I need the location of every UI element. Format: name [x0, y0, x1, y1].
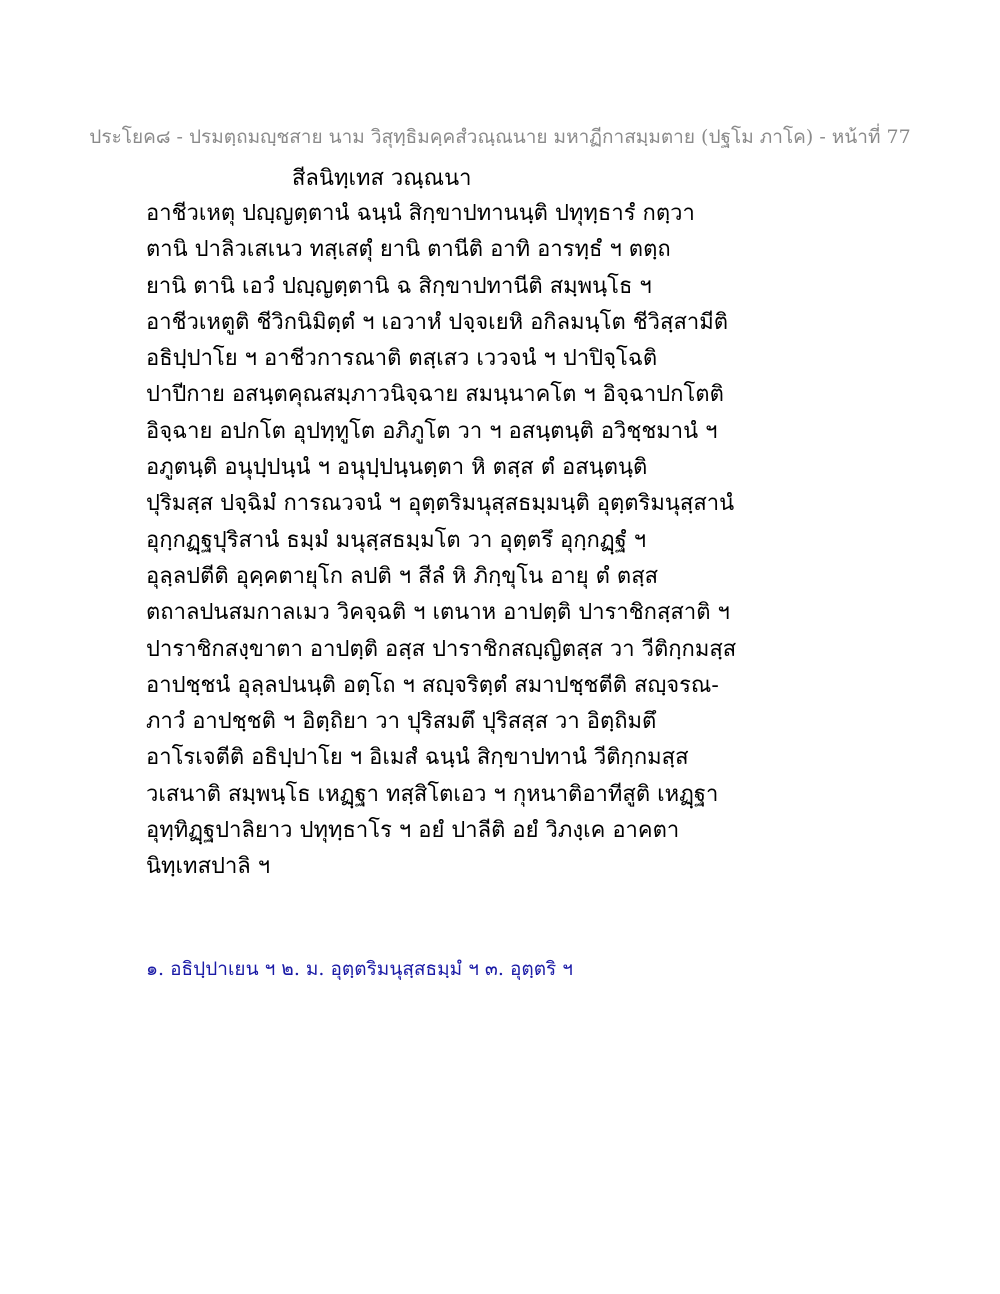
body-text [146, 196, 737, 886]
text-line: ตถาลปนสมกาลเมว วิคจฺฉติ ฯ เตนาห อาปตฺติ ปาราชิกสฺสาติ ฯ [146, 600, 730, 626]
text-line: ภาวํ อาปชฺชติ ฯ อิตฺถิยา วา ปุริสมตึ ปุริสสฺส วา อิตฺถิมตึ [146, 709, 657, 735]
text-line: อุลฺลปตีติ อุคฺคตายุโก ลปติ ฯ สีลํ หิ ภิกฺขุโน อายุ ตํ ตสฺส [146, 563, 659, 589]
section-title: สีลนิทฺเทส วณฺณนา [292, 166, 472, 191]
text-line: อธิปฺปาโย ฯ อาชีวการณาติ ตสฺเสว เววจนํ ฯ ปาปิจฺโฉติ [146, 346, 658, 372]
text-line: อาปชฺชนํ อุลฺลปนนฺติ อตฺโถ ฯ สญฺจริตฺตํ สมาปชฺชตีติ สญฺจรณ- [146, 672, 719, 698]
text-line: ยานิ ตานิ เอวํ ปญฺญตฺตานิ ฉ สิกฺขาปทานีติ สมฺพนฺโธ ฯ [146, 273, 652, 299]
text-line: อุทฺทิฏฺฐปาลิยาว ปทุทฺธาโร ฯ อยํ ปาลีติ อยํ วิภงฺเค อาคตา [146, 818, 680, 844]
text-line: อาชีวเหตุ ปญฺญตฺตานํ ฉนฺนํ สิกฺขาปทานนฺติ ปทุทฺธารํ กตฺวา [146, 201, 695, 226]
text-line: ปาราชิกสงฺขาตา อาปตฺติ อสฺส ปาราชิกสญฺญิตสฺส วา วีติกฺกมสฺส [146, 636, 737, 662]
text-line: อิจฺฉาย อปกโต อุปทฺทูโต อภิภูโต วา ฯ อสนฺตนฺติ อวิชฺชมานํ ฯ [146, 418, 718, 444]
text-line: อภูตนฺติ อนุปฺปนฺนํ ฯ อนุปฺปนฺนตฺตา หิ ตสฺส ตํ อสนฺตนฺติ [146, 455, 648, 481]
text-line: อุกฺกฏฺฐปุริสานํ ธมฺมํ มนุสฺสธมฺมโต วา อุตฺตรึ อุกฺกฏฺฐํ ฯ [146, 527, 647, 553]
text-line: อาชีวเหตูติ ชีวิกนิมิตฺตํ ฯ เอวาหํ ปจฺจเยหิ อกิลมนฺโต ชีวิสฺสามีติ [146, 309, 729, 335]
text-line: ตานิ ปาลิวเสเนว ทสฺเสตุํ ยานิ ตานีติ อาทิ อารทฺธํ ฯ ตตฺถ [146, 237, 671, 263]
text-line: วเสนาติ สมฺพนฺโธ เหฏฺฐา ทสฺสิโตเอว ฯ กุหนาติอาทีสูติ เหฏฺฐา [146, 781, 719, 807]
text-line: นิทฺเทสปาลิ ฯ [146, 854, 271, 880]
text-line: อาโรเจตีติ อธิปฺปาโย ฯ อิเมสํ ฉนฺนํ สิกฺขาปทานํ วีติกฺกมสฺส [146, 745, 689, 771]
running-header: ประโยค๘ - ปรมตฺถมญฺชสาย นาม วิสุทฺธิมคฺคสํวณฺณนาย มหาฏีกาสมฺมตาย (ปฐโม ภาโค) - หน้าที่ 77 [89, 126, 911, 148]
footnote: ๑. อธิปฺปาเยน ฯ ๒. ม. อุตฺตริมนุสฺสธมฺมํ ฯ ๓. อุตฺตริ ฯ [146, 958, 573, 980]
text-line: ปุริมสฺส ปจฺฉิมํ การณวจนํ ฯ อุตฺตริมนุสฺสธมฺมนฺติ อุตฺตริมนุสฺสานํ [146, 491, 735, 517]
text-line: ปาปีกาย อสนฺตคุณสมฺภาวนิจฺฉาย สมนฺนาคโต ฯ อิจฺฉาปกโตติ [146, 382, 724, 408]
